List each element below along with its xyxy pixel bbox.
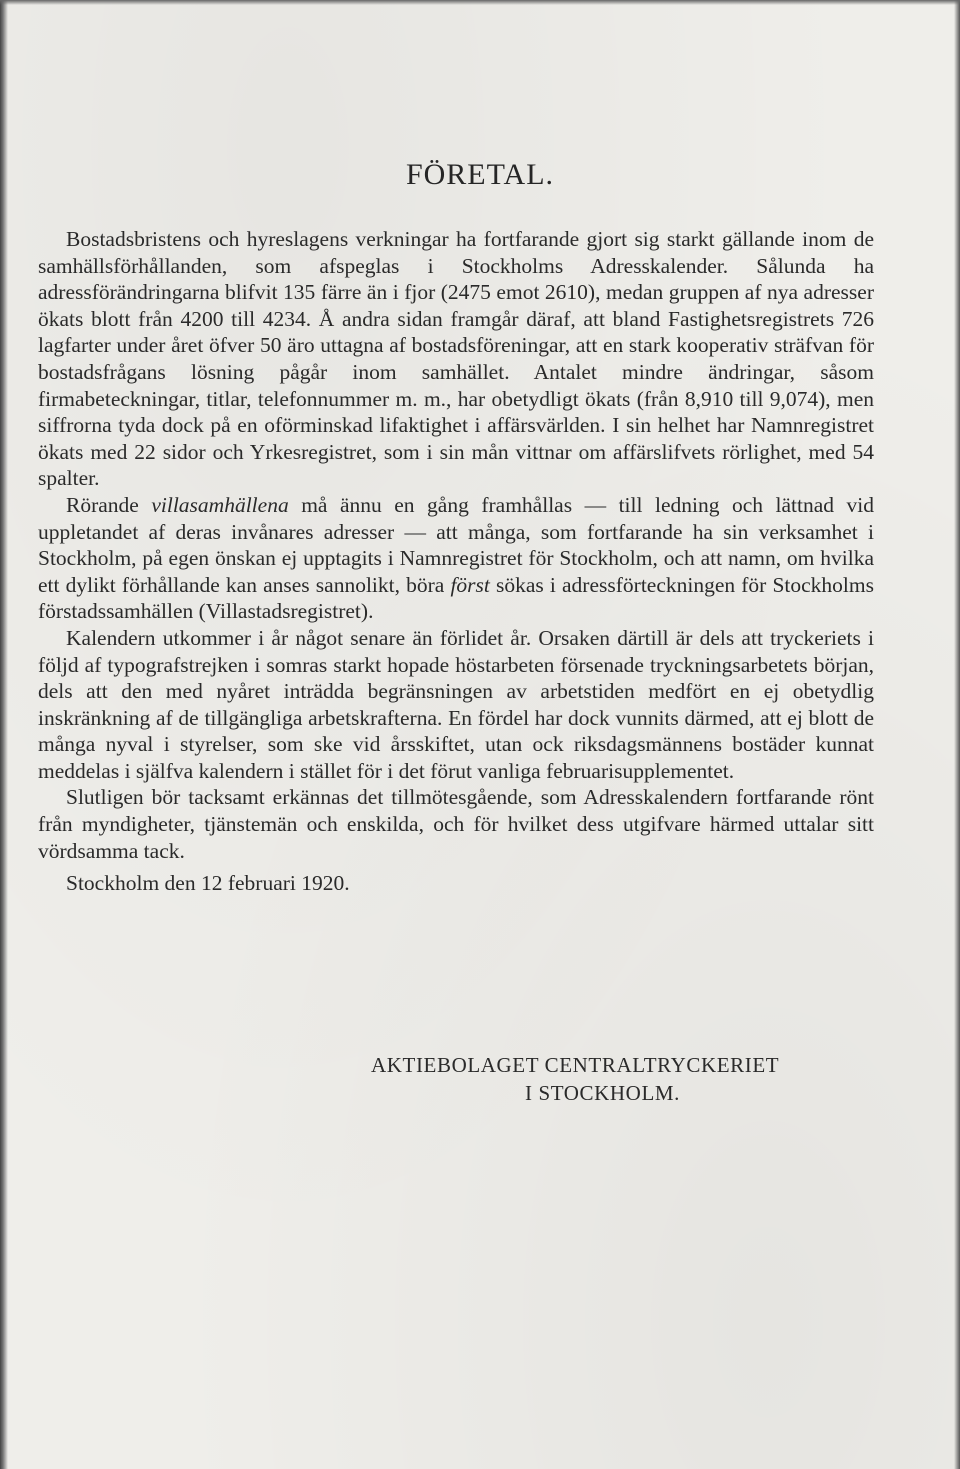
page-title: FÖRETAL. — [405, 158, 555, 191]
paragraph-2-text-c: sökas i adressförteckningen för Stockholms förstadssamhällen (Villastadsregistret). — [38, 572, 874, 624]
scan-shadow-left — [0, 0, 8, 1469]
preface-body — [38, 226, 874, 897]
paragraph-2-text-a: Rörande — [66, 492, 152, 517]
paragraph-3 — [38, 625, 874, 785]
paragraph-1 — [38, 226, 874, 492]
place-date: Stockholm den 12 februari 1920. — [66, 871, 350, 896]
paragraph-1-text: Bostadsbristens och hyreslagens verkningar ha fortfarande gjort sig starkt gällande inom de samhällsförhållanden, som afspeglas i Stockholms Adresskalender. Sålunda ha adressförändringarna blifvit 135 färre än i fjor (2475 emot 2610), medan gruppen af nya adresser ökats blott från 4200 till 4234. Å andra sidan framgår däraf, att bland Fastighetsregistrets 726 lagfarter under året öfver 50 äro uttagna af bostadsföreningar, att en stark kooperativ sträfvan för bostadsfrågans lösning pågår inom samhället. Antalet mindre ändringar, såsom firmabeteckningar, titlar, telefonnummer m. m., har obetydligt ökats (från 8,910 till 9,074), men siffrorna tyda dock på en oförminskad lifaktighet i affärsvärlden. I sin helhet har Namnregistret ökats med 22 sidor och Yrkesregistret, som i sin mån vittnar om affärslifvets rörlighet, med 54 spalter. — [38, 227, 874, 491]
signature-line-2: I STOCKHOLM. — [525, 1081, 680, 1105]
paragraph-2-text-b: må ännu en gång framhållas — till ledning och lättnad vid uppletandet af deras invånares adresser — att många, som fortfarande ha sin verksamhet i Stockholm, på egen önskan ej upptagits i Namnregistret för Stockholm, och att namn, om hvilka ett dylikt förhållande kan anses sannolikt, böra — [38, 492, 874, 597]
paragraph-2-italic-villasamhallena: villasamhällena — [151, 492, 289, 517]
paragraph-4-text: Slutligen bör tacksamt erkännas det tillmötesgående, som Adresskalendern fortfarande rönt från myndigheter, tjänstemän och enskilda, och för hvilket dess utgifvare härmed uttalar sitt vördsamma tack. — [38, 785, 874, 863]
paragraph-2-italic-forst: först — [450, 572, 490, 597]
paragraph-4 — [38, 784, 874, 864]
scan-shadow-right — [954, 0, 960, 1469]
paragraph-3-text: Kalendern utkommer i år något senare än förlidet år. Orsaken därtill är dels att tryckeriets i följd af typografstrejken i somras starkt hopade höstarbeten försenade tryckningsarbetets början, dels att den med nyåret inträdda begränsningen av arbetstiden medfört en ej obetydlig inskränkning af de tillgängliga arbetskrafterna. En fördel har dock vunnits därmed, att ej blott de många nyval i styrelser, som ske vid årsskiftet, utan ock riksdagsmännens bostäder kunnat meddelas i själfva kalendern i stället för i det förut vanliga februarisupplementet. — [38, 625, 874, 783]
paragraph-2 — [38, 492, 874, 625]
signature-line-1: AKTIEBOLAGET CENTRALTRYCKERIET — [371, 1053, 780, 1077]
scan-shadow-top — [0, 0, 960, 5]
